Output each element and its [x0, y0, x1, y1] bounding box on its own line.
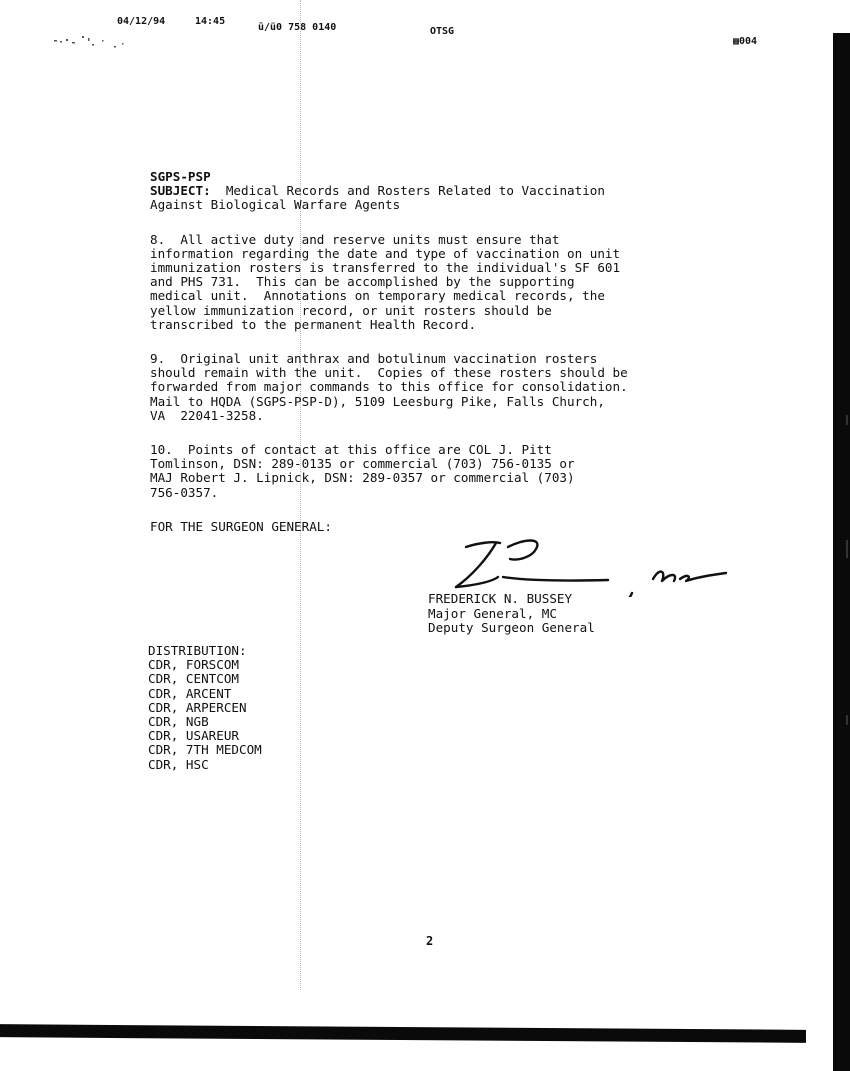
distribution-item: CDR, ARPERCEN: [148, 699, 247, 715]
closing-line: FOR THE SURGEON GENERAL:: [150, 518, 332, 534]
distribution-item: CDR, 7TH MEDCOM: [148, 742, 262, 758]
fax-phone: ū/ü0 758 0140: [258, 22, 337, 33]
distribution-heading: DISTRIBUTION:: [148, 643, 247, 658]
memo-body: [150, 170, 740, 534]
fax-org: OTSG: [430, 26, 455, 37]
distribution-item: CDR, NGB: [148, 714, 209, 730]
paragraph-10: 10. Points of contact at this office are COL J. Pitt Tomlinson, DSN: 289-0135 or commercial (703) 756-0135 or MAJ Robert J. Lipnick, DSN: 289-0357 or commercial (703) 756-0357.: [150, 442, 575, 500]
signature-text: [428, 592, 595, 636]
fax-time: 14:45: [195, 16, 226, 27]
distribution-item: CDR, ARCENT: [148, 685, 232, 701]
signer-title: Deputy Surgeon General: [428, 620, 595, 635]
edge-tick: [846, 715, 848, 725]
distribution-list: [148, 644, 262, 772]
subject-text: Medical Records and Rosters Related to Vaccination Against Biological Warfare Agents: [150, 183, 605, 213]
edge-tick: [846, 415, 848, 425]
fax-page-counter: ▩004: [733, 36, 758, 47]
office-symbol: SGPS-PSP: [150, 169, 211, 184]
fax-date: 04/12/94: [117, 16, 166, 27]
signature-block: [428, 537, 728, 637]
distribution-item: CDR, FORSCOM: [148, 657, 239, 673]
page-number: 2: [426, 934, 434, 948]
signer-rank: Major General, MC: [428, 605, 557, 621]
distribution-item: CDR, HSC: [148, 756, 209, 772]
paragraph-8: 8. All active duty and reserve units must ensure that information regarding the date and type of vaccination on unit immunization rosters is transferred to the individual's SF 601 and PHS 731. This can be accomplished by the supporting medical unit. Annotations on temporary medical records, the yellow immunization record, or unit rosters should be transcribed to the permanent Health Record.: [150, 231, 621, 332]
handwritten-signature: [448, 537, 738, 597]
edge-tick: [846, 540, 848, 558]
paragraph-9: 9. Original unit anthrax and botulinum vaccination rosters should remain with the unit. Copies of these rosters should be forwarded from major commands to this office for consolidation. Mail to HQDA (SGPS-PSP-D), 5109 Leesburg Pike, Falls Church, VA 22041-3258.: [150, 351, 628, 423]
signer-name: FREDERICK N. BUSSEY: [428, 591, 573, 606]
distribution-item: CDR, USAREUR: [148, 728, 239, 744]
subject-line: [150, 184, 740, 212]
scan-edge-bottom: [0, 1024, 806, 1043]
subject-label: SUBJECT:: [150, 183, 211, 199]
distribution-item: CDR, CENTCOM: [148, 671, 239, 687]
scan-speckle: [52, 32, 132, 52]
